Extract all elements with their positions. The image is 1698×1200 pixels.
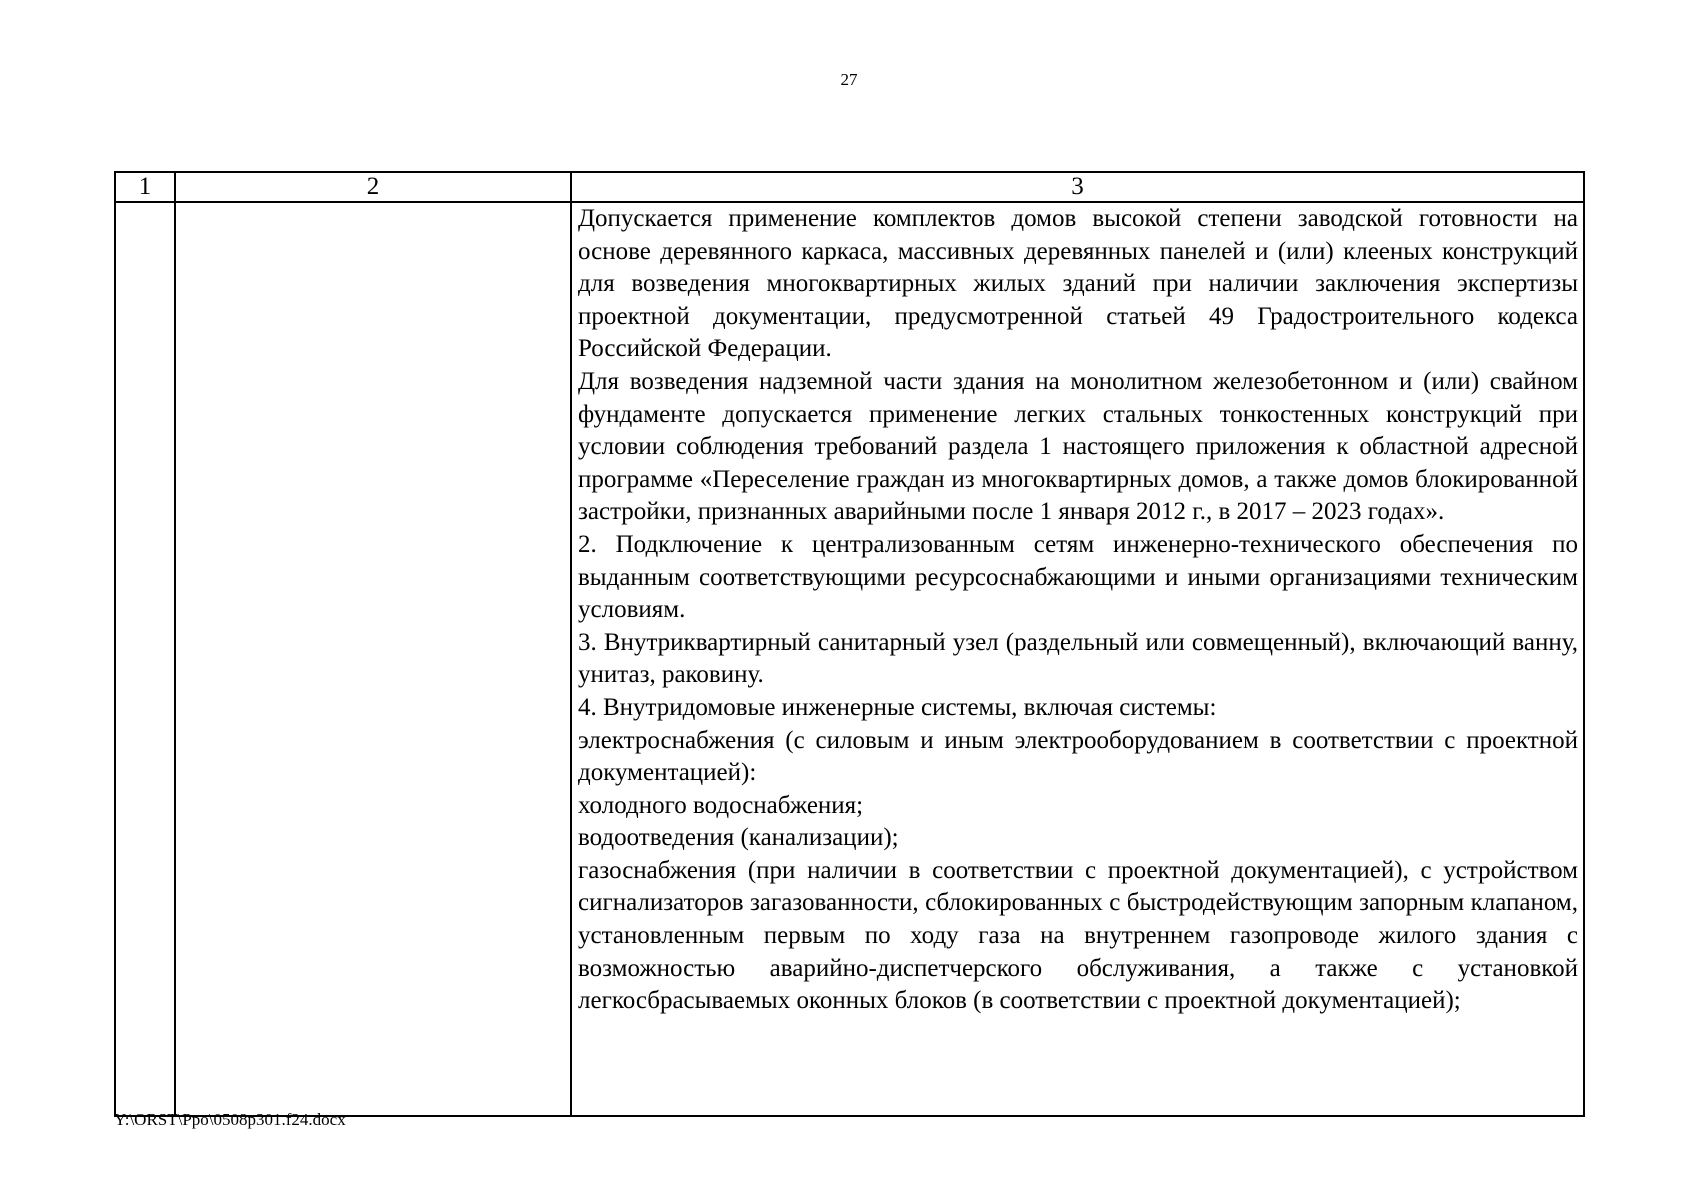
column-header-2: 2 xyxy=(175,172,571,202)
cell-column-2 xyxy=(175,202,571,1116)
paragraph-sewerage: водоотведения (канализации); xyxy=(578,824,899,852)
cell-column-3 xyxy=(571,202,1584,1116)
footer-file-path: Y:\ORST\Ppo\0508p301.f24.docx xyxy=(114,1110,346,1129)
paragraph-gas-supply: газоснабжения (при наличии в соответствии с проектной документацией), с устройством сигнализаторов загазованности, сблокированных с быстродействующим запорным клапаном, установленным первым по ходу газа на внутреннем газопроводе жилого здания с возможностью аварийно-диспетчерского обслуживания, а также с установкой легкосбрасываемых оконных блоков (в соответствии с проектной документацией); xyxy=(578,856,1578,1015)
column-header-1: 1 xyxy=(115,172,175,202)
column-header-3: 3 xyxy=(571,172,1584,202)
paragraph-wooden-houses: Допускается применение комплектов домов высокой степени заводской готовности на основе деревянного каркаса, массивных деревянных панелей и (или) клееных конструкций для возведения многоквартирных жилых зданий при наличии заключения экспертизы проектной документации, предусмотренной статьей 49 Градостроительного кодекса Российской Федерации. xyxy=(578,205,1578,363)
paragraph-electricity: электроснабжения (с силовым и иным электрооборудованием в соответствии с проектной документацией): xyxy=(578,726,1578,787)
table-header-row xyxy=(115,172,1584,202)
paragraph-cold-water: холодного водоснабжения; xyxy=(578,791,864,819)
paragraph-item-3-sanitary: 3. Внутриквартирный санитарный узел (раздельный или совмещенный), включающий ванну, унитаз, раковину. xyxy=(578,628,1578,689)
paragraph-item-4-systems: 4. Внутридомовые инженерные системы, включая системы: xyxy=(578,693,1217,721)
table-row xyxy=(115,202,1584,1116)
paragraph-steel-structures: Для возведения надземной части здания на монолитном железобетонном и (или) свайном фундаменте допускается применение легких стальных тонкостенных конструкций при условии соблюдения требований раздела 1 настоящего приложения к областной адресной программе «Переселение граждан из многоквартирных домов, а также домов блокированной застройки, признанных аварийными после 1 января 2012 г., в 2017 – 2023 годах». xyxy=(578,367,1578,526)
cell-column-1 xyxy=(115,202,175,1116)
page-number: 27 xyxy=(840,70,858,89)
document-table xyxy=(114,171,1585,1117)
paragraph-item-2-connection: 2. Подключение к централизованным сетям инженерно-технического обеспечения по выданным соответствующими ресурсоснабжающими и иными организациями техническим условиям. xyxy=(578,530,1578,624)
